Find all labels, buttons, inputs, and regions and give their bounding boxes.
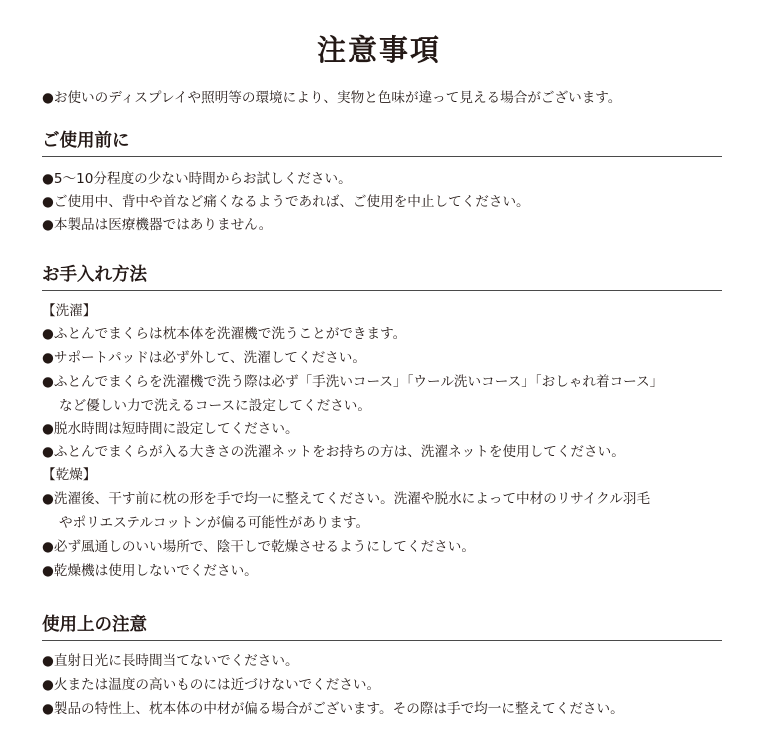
- list-item: ●本製品は医療機器ではありません。: [42, 217, 273, 233]
- list-item: ●火または温度の高いものには近づけないでください。: [42, 677, 381, 693]
- list-item: ●製品の特性上、枕本体の中材が偏る場合がございます。その際は手で均一に整えてください。: [42, 701, 624, 717]
- list-item: ●脱水時間は短時間に設定してください。: [42, 421, 299, 437]
- list-item: ●ふとんでまくらが入る大きさの洗濯ネットをお持ちの方は、洗濯ネットを使用してください。: [42, 444, 625, 460]
- page-title: 注意事項: [316, 33, 441, 67]
- list-item: ●乾燥機は使用しないでください。: [42, 563, 258, 579]
- list-item: ●ご使用中、背中や首など痛くなるようであれば、ご使用を中止してください。: [42, 194, 530, 210]
- section-divider: [42, 290, 722, 291]
- list-item-continuation: やポリエステルコットンが偏る可能性があります。: [59, 515, 370, 531]
- section-heading-care: お手入れ方法: [42, 265, 147, 285]
- section-divider: [42, 156, 722, 157]
- list-item: ●洗濯後、干す前に枕の形を手で均一に整えてください。洗濯や脱水によって中材のリサイクル羽毛: [42, 491, 651, 507]
- list-item: ●サポートパッドは必ず外して、洗濯してください。: [42, 350, 366, 366]
- subsection-label-washing: 【洗濯】: [42, 303, 97, 319]
- list-item: ●ふとんでまくらは枕本体を洗濯機で洗うことができます。: [42, 326, 407, 342]
- section-divider: [42, 640, 722, 641]
- list-item: ●直射日光に長時間当てないでください。: [42, 653, 299, 669]
- list-item-continuation: など優しい力で洗えるコースに設定してください。: [59, 398, 371, 414]
- section-heading-before-use: ご使用前に: [42, 131, 130, 151]
- list-item: ●5～10分程度の少ない時間からお試しください。: [42, 171, 352, 187]
- intro-note: ●お使いのディスプレイや照明等の環境により、実物と色味が違って見える場合がございます。: [42, 90, 622, 106]
- list-item: ●必ず風通しのいい場所で、陰干しで乾燥させるようにしてください。: [42, 539, 475, 555]
- section-heading-usage: 使用上の注意: [42, 615, 147, 635]
- list-item: ●ふとんでまくらを洗濯機で洗う際は必ず「手洗いコース」「ウール洗いコース」「おしゃれ着コース」: [42, 374, 664, 390]
- subsection-label-drying: 【乾燥】: [42, 467, 97, 483]
